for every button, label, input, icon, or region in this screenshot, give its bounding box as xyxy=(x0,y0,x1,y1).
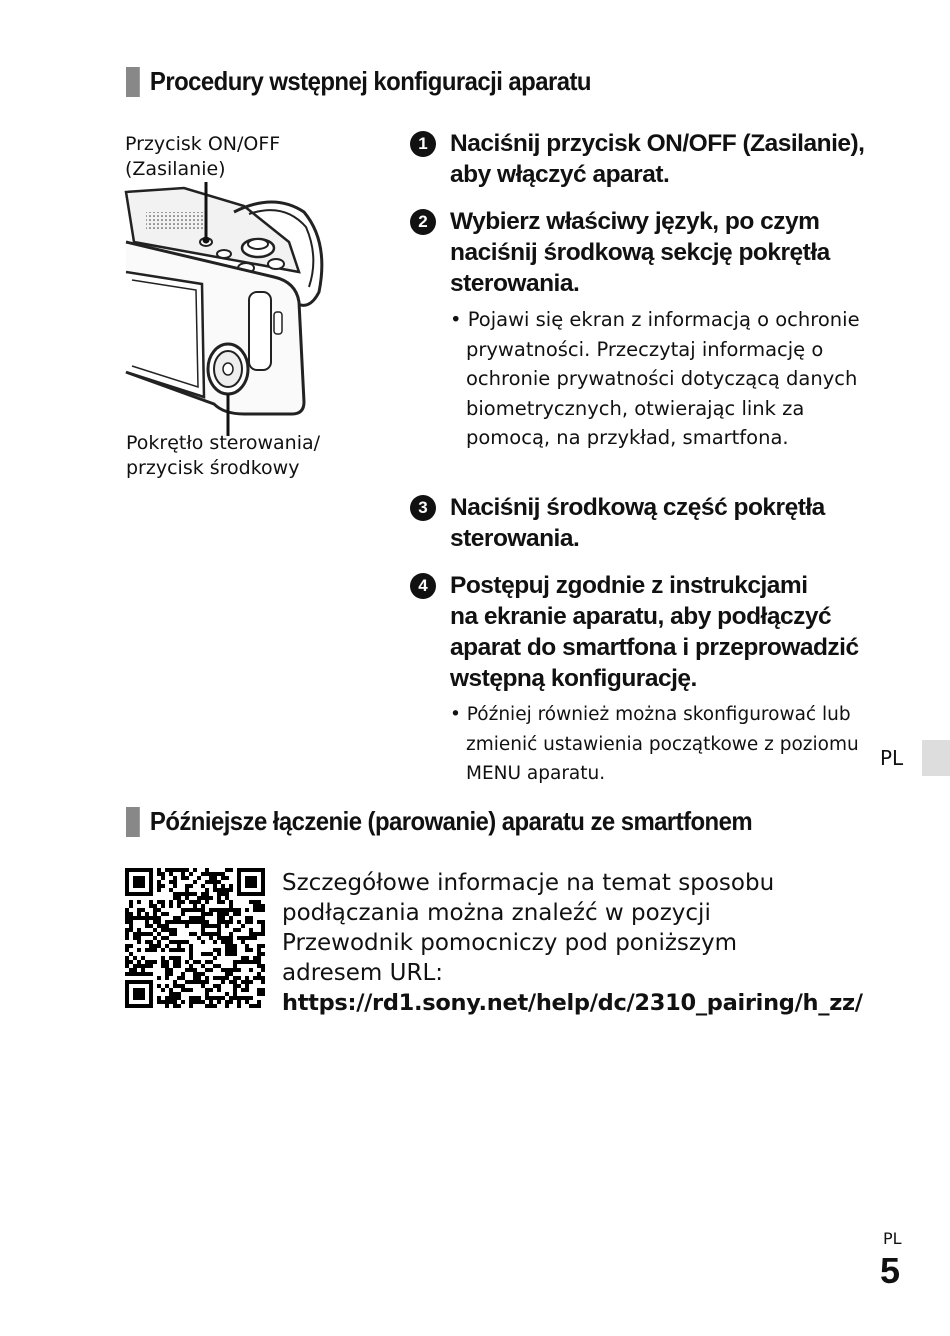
help-url-link[interactable]: https://rd1.sony.net/help/dc/2310_pairing/h_zz/ xyxy=(282,990,863,1016)
page-number: 5 xyxy=(880,1250,901,1291)
step-number: 1 xyxy=(410,131,436,157)
side-language-tab xyxy=(922,740,950,776)
step-number: 2 xyxy=(410,209,436,235)
side-language-label: PL xyxy=(880,746,904,770)
power-button-callout: Przycisk ON/OFF (Zasilanie) xyxy=(125,133,281,180)
step-4 xyxy=(410,570,870,694)
qr-code xyxy=(125,868,265,1008)
pairing-info xyxy=(282,868,882,1018)
heading-text: Późniejsze łączenie (parowanie) aparatu ze smartfonem xyxy=(149,806,753,836)
step-2-note: • Pojawi się ekran z informacją o ochronie prywatności. Przeczytaj informację o ochronie prywatności dotyczącą danych biometrycznych, otwierając link za pomocą, na przykład, smartfona. xyxy=(450,308,860,449)
camera-illustration xyxy=(124,182,364,442)
step-title: Naciśnij przycisk ON/OFF (Zasilanie), aby włączyć aparat. xyxy=(450,130,865,188)
step-4-note: • Później również można skonfigurować lub zmienić ustawienia początkowe z poziomu MENU aparatu. xyxy=(450,704,859,784)
control-wheel-callout: Pokrętło sterowania/ przycisk środkowy xyxy=(126,432,321,479)
section-heading-setup xyxy=(126,66,591,97)
step-number: 3 xyxy=(410,495,436,521)
pairing-info-text: Szczegółowe informacje na temat sposobu podłączania można znaleźć w pozycji Przewodnik pomocniczy pod poniższym adresem URL: xyxy=(282,870,775,986)
step-1 xyxy=(410,128,870,190)
step-number: 4 xyxy=(410,573,436,599)
heading-bar xyxy=(126,807,140,837)
heading-text: Procedury wstępnej konfiguracji aparatu xyxy=(149,66,591,96)
heading-bar xyxy=(126,67,140,97)
step-2 xyxy=(410,206,870,299)
step-title: Postępuj zgodnie z instrukcjami na ekranie aparatu, aby podłączyć aparat do smartfona i przeprowadzić wstępną konfigurację. xyxy=(450,572,859,692)
section-heading-pairing xyxy=(126,806,752,837)
step-title: Naciśnij środkową część pokrętła sterowania. xyxy=(450,494,825,552)
step-3 xyxy=(410,492,870,554)
step-title: Wybierz właściwy język, po czym naciśnij środkową sekcję pokrętła sterowania. xyxy=(450,208,830,297)
footer-language: PL xyxy=(883,1229,902,1248)
